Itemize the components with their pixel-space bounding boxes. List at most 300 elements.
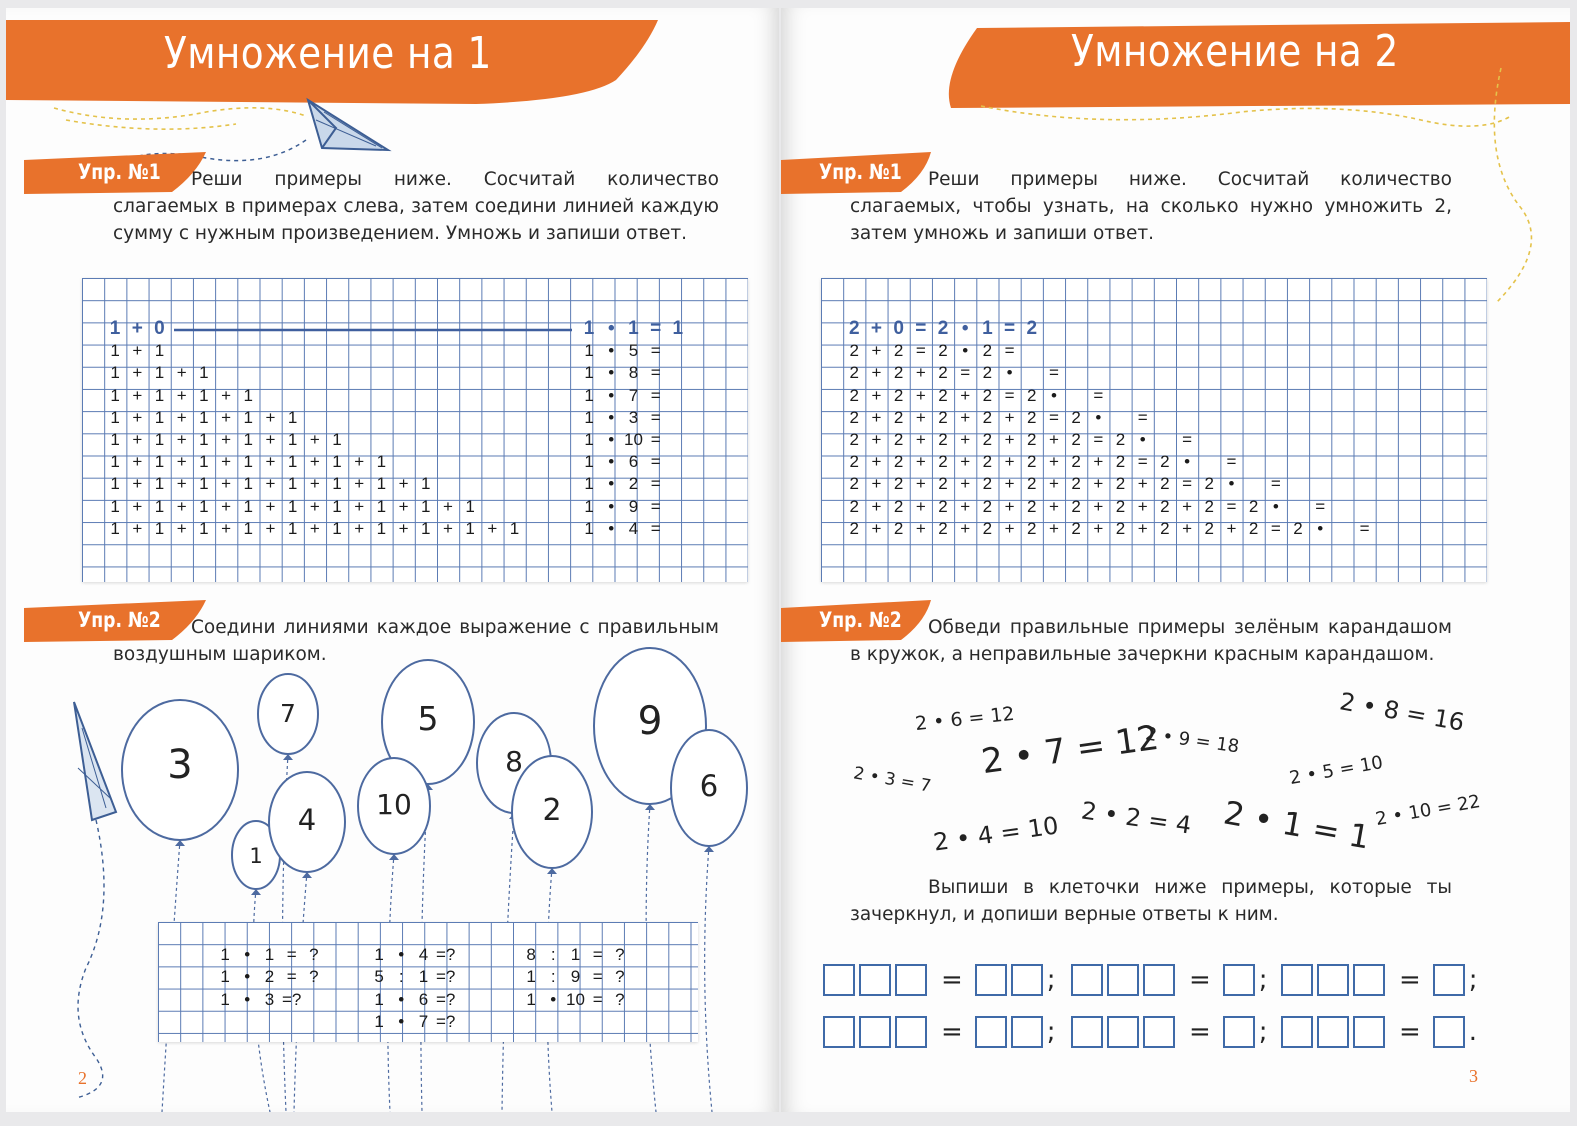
- grid-cell: 1: [583, 318, 595, 340]
- balloon: [258, 674, 318, 1112]
- grid-cell: 8: [526, 945, 536, 965]
- grid-cell: 1: [199, 452, 209, 472]
- grid-cell: 1: [154, 430, 165, 450]
- grid-cell: 2: [982, 452, 993, 472]
- grid-cell: 1: [199, 407, 209, 427]
- grid-cell: 2: [1027, 518, 1037, 538]
- grid-cell: =: [1049, 363, 1059, 383]
- grid-cell: +: [221, 385, 231, 405]
- answer-box[interactable]: [859, 1016, 891, 1048]
- grid-cell: +: [221, 452, 231, 472]
- grid-cell: 1: [465, 496, 475, 516]
- page-right: [781, 8, 1570, 1112]
- grid-cell: 3: [264, 989, 275, 1009]
- grid-cell: =: [650, 518, 661, 538]
- balloon: [122, 700, 238, 1112]
- grid-cell: 2: [982, 363, 993, 383]
- grid-cell: [1065, 385, 1087, 407]
- grid-cell: =: [1004, 385, 1015, 405]
- grid-cell: 2: [982, 407, 993, 427]
- grid-cell: +: [1004, 496, 1015, 516]
- grid-cell: 0: [154, 318, 165, 340]
- balloon-number: 3: [167, 742, 193, 788]
- balloon-knot: [547, 868, 557, 874]
- answer-box[interactable]: [1071, 1016, 1103, 1048]
- grid-cell: 2: [893, 385, 904, 405]
- ex2-instructions-left: Соедини линиями каждое выражение с правильным воздушным шариком.: [113, 617, 719, 665]
- grid-cell: =: [1004, 318, 1016, 340]
- balloon-number: 8: [505, 745, 523, 778]
- grid-cell: +: [132, 385, 143, 405]
- grid-cell: •: [1228, 474, 1235, 494]
- grid-cell: +: [265, 430, 276, 450]
- grid-cell: 1: [154, 474, 165, 494]
- balloon-number: 5: [417, 699, 439, 738]
- grid-cell: [1331, 518, 1353, 540]
- grid-cell: +: [1004, 518, 1015, 538]
- expression-row: [214, 966, 325, 988]
- grid-cell: 2: [982, 341, 993, 361]
- grid-cell: [1198, 451, 1220, 473]
- grid-cell: +: [176, 474, 187, 494]
- grid-cell: [1109, 407, 1131, 429]
- grid-cell: 2: [893, 430, 904, 450]
- grid-cell: +: [132, 474, 143, 494]
- answer-box[interactable]: [1223, 964, 1255, 996]
- grid-cell: 2: [849, 474, 860, 494]
- grid-cell: 2: [938, 430, 948, 450]
- grid-cell: 1: [110, 407, 120, 427]
- grid-cell: +: [915, 385, 926, 405]
- punctuation: ;: [1046, 1017, 1056, 1047]
- grid-cell: =: [960, 363, 971, 383]
- grid-cell: 1: [287, 518, 298, 538]
- expression-column: [214, 944, 325, 1011]
- ex1-label-right: Упр. №1: [819, 160, 902, 184]
- page-title-right: Умножение на 2: [1071, 26, 1399, 77]
- grid-cell: =: [1270, 518, 1281, 538]
- grid-cell: 1: [110, 518, 120, 538]
- page-left: [6, 8, 779, 1112]
- answer-box[interactable]: [1317, 1016, 1349, 1048]
- grid-cell: 6: [628, 452, 639, 472]
- grid-cell: •: [1272, 496, 1279, 516]
- balloon: [382, 660, 474, 1112]
- grid-cell: =: [1270, 474, 1281, 494]
- grid-cell: 2: [893, 474, 904, 494]
- grid-cell: +: [176, 363, 187, 383]
- grid-cell: 2: [982, 430, 993, 450]
- grid-cell: +: [176, 385, 187, 405]
- expression-row: [368, 1011, 457, 1033]
- grid-cell: 1: [374, 1011, 384, 1031]
- grid-cell: =?: [435, 989, 456, 1009]
- answer-box[interactable]: [1107, 1016, 1139, 1048]
- grid-cell: 1: [220, 945, 230, 965]
- sum-row-right: [843, 473, 1376, 495]
- grid-cell: •: [398, 1011, 405, 1031]
- grid-cell: 4: [418, 945, 429, 965]
- grid-cell: 1: [628, 318, 639, 340]
- equals-sign: =: [941, 1017, 963, 1047]
- page-number-left: 2: [78, 1068, 87, 1088]
- grid-cell: 2: [938, 385, 948, 405]
- grid-cell: +: [221, 496, 231, 516]
- grid-cell: 1: [154, 385, 165, 405]
- answer-box[interactable]: [823, 1016, 855, 1048]
- grid-cell: 1: [199, 496, 209, 516]
- grid-cell: 2: [1204, 474, 1215, 494]
- grid-cell: +: [221, 518, 231, 538]
- grid-cell: 1: [287, 474, 298, 494]
- answer-box[interactable]: [1281, 1016, 1313, 1048]
- grid-cell: +: [132, 363, 143, 383]
- grid-cell: =: [592, 967, 603, 987]
- grid-cell: 2: [1160, 518, 1170, 538]
- answer-box[interactable]: [975, 1016, 1007, 1048]
- grid-cell: =: [592, 989, 603, 1009]
- grid-cell: 1: [243, 385, 253, 405]
- grid-cell: 1: [243, 407, 253, 427]
- grid-cell: =: [1093, 385, 1104, 405]
- grid-cell: +: [309, 496, 320, 516]
- grid-cell: 2: [982, 518, 993, 538]
- grid-cell: 2: [938, 452, 948, 472]
- grid-cell: 2: [1160, 452, 1170, 472]
- answer-box[interactable]: [1353, 964, 1385, 996]
- grid-cell: 1: [376, 452, 387, 472]
- ex2-label-right: Упр. №2: [819, 608, 902, 632]
- grid-cell: 10: [624, 430, 643, 450]
- grid-cell: 1: [199, 474, 209, 494]
- grid-cell: +: [1049, 430, 1059, 450]
- grid-cell: +: [1049, 518, 1059, 538]
- grid-cell: 1: [243, 430, 253, 450]
- grid-cell: 1: [526, 989, 536, 1009]
- grid-cell: 2: [1027, 474, 1037, 494]
- grid-cell: =: [1359, 518, 1370, 538]
- answer-box[interactable]: [859, 964, 891, 996]
- grid-cell: +: [442, 496, 453, 516]
- grid-cell: •: [244, 945, 251, 965]
- grid-cell: 1: [584, 496, 594, 516]
- grid-cell: +: [221, 430, 231, 450]
- grid-cell: 2: [893, 363, 904, 383]
- grid-cell: +: [915, 430, 926, 450]
- answer-group: [1281, 964, 1492, 996]
- grid-cell: =: [1004, 341, 1015, 361]
- answer-box[interactable]: [1433, 964, 1465, 996]
- grid-cell: 1: [287, 430, 298, 450]
- expression-row: [368, 989, 457, 1011]
- handwritten-example[interactable]: 2 • 9 = 18: [1143, 723, 1241, 758]
- grid-cell: +: [1004, 474, 1015, 494]
- ex2-label-left: Упр. №2: [78, 608, 161, 632]
- grid-cell: =: [592, 945, 603, 965]
- grid-cell: 1: [376, 518, 387, 538]
- grid-cell: •: [962, 341, 969, 361]
- grid-cell: 2: [1071, 452, 1081, 472]
- grid-cell: 1: [243, 452, 253, 472]
- grid-cell: 1: [287, 496, 298, 516]
- handwritten-example[interactable]: 2 • 8 = 16: [1337, 687, 1467, 737]
- expression-column: [368, 944, 457, 1033]
- answer-box[interactable]: [1011, 964, 1043, 996]
- punctuation: ;: [1258, 965, 1268, 995]
- grid-cell: +: [1004, 452, 1015, 472]
- grid-cell: +: [265, 518, 276, 538]
- grid-cell: 2: [264, 967, 275, 987]
- grid-cell: 1: [584, 452, 594, 472]
- balloon-number: 7: [280, 699, 296, 728]
- grid-cell: +: [132, 452, 143, 472]
- answer-box[interactable]: [975, 964, 1007, 996]
- grid-cell: [1021, 362, 1043, 384]
- equals-sign: =: [941, 965, 963, 995]
- grid-cell: +: [1093, 474, 1104, 494]
- punctuation: .: [1468, 1017, 1478, 1047]
- answer-box[interactable]: [1223, 1016, 1255, 1048]
- grid-cell: 2: [938, 518, 948, 538]
- grid-cell: +: [1137, 518, 1148, 538]
- grid-cell: =: [650, 496, 661, 516]
- grid-cell: =: [650, 385, 661, 405]
- grid-cell: 2: [1160, 474, 1170, 494]
- balloon: [671, 730, 747, 1112]
- grid-cell: 2: [1027, 385, 1037, 405]
- grid-cell: 1: [332, 474, 342, 494]
- grid-cell: 1: [420, 496, 431, 516]
- grid-cell: •: [608, 430, 615, 450]
- grid-cell: +: [176, 518, 187, 538]
- grid-cell: :: [550, 945, 556, 965]
- grid-cell: 2: [1160, 496, 1170, 516]
- grid-cell: +: [871, 341, 882, 361]
- answer-box[interactable]: [1317, 964, 1349, 996]
- grid-cell: 1: [199, 430, 209, 450]
- grid-cell: +: [309, 430, 320, 450]
- grid-cell: 1: [465, 518, 475, 538]
- grid-cell: =: [1315, 496, 1326, 516]
- answer-box[interactable]: [1107, 964, 1139, 996]
- sum-row-right: [843, 340, 1376, 362]
- grid-cell: +: [871, 496, 882, 516]
- grid-cell: 2: [1293, 518, 1303, 538]
- sum-row-right: [843, 385, 1376, 407]
- grid-cell: +: [871, 518, 882, 538]
- grid-cell: •: [1006, 363, 1013, 383]
- grid-cell: 1: [672, 318, 684, 340]
- grid-cell: [1287, 496, 1309, 518]
- grid-cell: +: [221, 474, 231, 494]
- grid-cell: =: [1182, 430, 1193, 450]
- grid-cell: •: [607, 318, 615, 340]
- grid-cell: +: [131, 318, 143, 340]
- grid-cell: 2: [1027, 407, 1037, 427]
- handwritten-example[interactable]: 2 • 10 = 22: [1373, 790, 1482, 831]
- sum-row-right: [843, 362, 1376, 384]
- grid-cell: 1: [584, 363, 594, 383]
- grid-cell: •: [608, 407, 615, 427]
- grid-cell: =: [650, 407, 661, 427]
- answer-box[interactable]: [1143, 964, 1175, 996]
- ex1-label-left: Упр. №1: [78, 160, 161, 184]
- balloon-number: 9: [637, 699, 663, 744]
- grid-cell: ?: [615, 945, 625, 965]
- answer-group: [1071, 964, 1282, 996]
- grid-cell: +: [354, 474, 365, 494]
- sum-rows-right: [843, 318, 1376, 540]
- grid-cell: 2: [1115, 496, 1126, 516]
- handwritten-example[interactable]: 2 • 6 = 12: [914, 702, 1016, 736]
- expression-row: [520, 989, 631, 1011]
- answer-box[interactable]: [1433, 1016, 1465, 1048]
- grid-cell: 1: [332, 452, 342, 472]
- grid-cell: +: [915, 496, 926, 516]
- answer-box[interactable]: [1011, 1016, 1043, 1048]
- grid-cell: 2: [1027, 452, 1037, 472]
- ex1-instructions-left: Реши примеры ниже. Сосчитай количество слагаемых в примерах слева, затем соедини линией каждую сумму с нужным произведением. Умножь и запиши ответ.: [113, 169, 719, 244]
- grid-cell: 2: [938, 341, 948, 361]
- handwritten-example[interactable]: 2 • 5 = 10: [1287, 751, 1385, 790]
- grid-cell: =: [1049, 407, 1059, 427]
- grid-cell: 2: [893, 496, 904, 516]
- grid-cell: •: [608, 385, 615, 405]
- answer-box[interactable]: [1071, 964, 1103, 996]
- grid-cell: =: [650, 430, 661, 450]
- grid-cell: 1: [199, 518, 209, 538]
- grid-cell: 2: [849, 363, 860, 383]
- grid-cell: 2: [849, 341, 860, 361]
- grid-cell: =: [915, 341, 926, 361]
- sum-row-right: [843, 518, 1376, 540]
- grid-cell: •: [398, 989, 405, 1009]
- grid-cell: ?: [309, 945, 319, 965]
- answer-box[interactable]: [823, 964, 855, 996]
- grid-cell: 5: [628, 341, 639, 361]
- grid-cell: 1: [376, 474, 387, 494]
- grid-cell: +: [915, 474, 926, 494]
- answer-box[interactable]: [1353, 1016, 1385, 1048]
- answer-box[interactable]: [895, 964, 927, 996]
- sum-row-right: [843, 407, 1376, 429]
- grid-cell: +: [442, 518, 453, 538]
- grid-cell: •: [608, 474, 615, 494]
- grid-cell: +: [309, 452, 320, 472]
- grid-cell: 1: [584, 474, 594, 494]
- grid-cell: +: [871, 385, 882, 405]
- grid-cell: 1: [287, 407, 298, 427]
- grid-cell: •: [1095, 407, 1102, 427]
- grid-cell: =: [286, 967, 297, 987]
- grid-cell: +: [871, 474, 882, 494]
- grid-cell: 1: [110, 341, 120, 361]
- grid-cell: +: [960, 430, 971, 450]
- grid-cell: +: [221, 407, 231, 427]
- grid-cell: 2: [849, 385, 860, 405]
- grid-cell: =?: [281, 989, 302, 1009]
- grid-cell: =: [650, 474, 661, 494]
- grid-cell: =?: [435, 967, 456, 987]
- balloon-knot: [283, 754, 293, 760]
- grid-cell: 1: [420, 474, 431, 494]
- ex1-instructions-right: Реши примеры ниже. Сосчитай количество слагаемых, чтобы узнать, на сколько нужно умножить 2, затем умножь и запиши ответ.: [850, 169, 1452, 244]
- grid-cell: +: [1182, 518, 1193, 538]
- answer-box[interactable]: [895, 1016, 927, 1048]
- grid-cell: 1: [154, 452, 165, 472]
- grid-cell: 1: [526, 967, 536, 987]
- balloon-number: 10: [376, 788, 412, 821]
- grid-cell: 2: [893, 452, 904, 472]
- grid-cell: 2: [893, 518, 904, 538]
- grid-cell: +: [398, 518, 409, 538]
- grid-cell: =?: [435, 1011, 456, 1031]
- grid-cell: +: [176, 430, 187, 450]
- sum-row-right: [843, 318, 1376, 340]
- answer-box[interactable]: [1281, 964, 1313, 996]
- grid-cell: 3: [628, 407, 639, 427]
- grid-cell: ?: [615, 967, 625, 987]
- grid-cell: 1: [110, 363, 120, 383]
- answer-box[interactable]: [1143, 1016, 1175, 1048]
- grid-cell: +: [265, 474, 276, 494]
- answer-group: [1281, 1016, 1491, 1048]
- grid-cell: +: [354, 496, 365, 516]
- grid-cell: 2: [1115, 474, 1126, 494]
- ex1-grid-right: [821, 278, 1487, 582]
- grid-cell: 2: [1248, 518, 1259, 538]
- handwritten-example[interactable]: 2 • 7 = 12: [979, 717, 1162, 783]
- grid-cell: +: [1182, 496, 1193, 516]
- grid-cell: +: [960, 474, 971, 494]
- grid-cell: 1: [982, 318, 993, 340]
- grid-cell: 2: [982, 474, 993, 494]
- grid-cell: 2: [1071, 407, 1081, 427]
- grid-cell: +: [265, 496, 276, 516]
- grid-cell: +: [176, 452, 187, 472]
- grid-cell: 1: [287, 452, 298, 472]
- handwritten-example[interactable]: 2 • 3 = 7: [851, 763, 933, 797]
- grid-cell: •: [1317, 518, 1324, 538]
- grid-cell: [1243, 473, 1265, 495]
- punctuation: ;: [1046, 965, 1056, 995]
- grid-cell: 1: [418, 967, 429, 987]
- balloon-knot: [645, 804, 655, 810]
- balloon-knot: [704, 846, 714, 852]
- grid-cell: =: [1226, 496, 1237, 516]
- grid-cell: 2: [849, 407, 860, 427]
- grid-cell: 1: [584, 407, 594, 427]
- handwritten-example[interactable]: 2 • 2 = 4: [1079, 796, 1194, 840]
- handwritten-example[interactable]: 2 • 1 = 1: [1220, 793, 1373, 857]
- grid-cell: 1: [154, 341, 165, 361]
- grid-cell: 7: [628, 385, 639, 405]
- grid-cell: +: [354, 452, 365, 472]
- grid-cell: 2: [1204, 496, 1215, 516]
- grid-cell: =: [1137, 407, 1148, 427]
- grid-cell: 1: [110, 474, 120, 494]
- sum-row-right: [843, 429, 1376, 451]
- grid-cell: 1: [420, 518, 431, 538]
- grid-cell: 2: [1115, 452, 1126, 472]
- grid-cell: 1: [509, 518, 520, 538]
- handwritten-example[interactable]: 2 • 4 = 10: [931, 811, 1061, 857]
- expression-column: [520, 944, 631, 1011]
- grid-cell: +: [132, 496, 143, 516]
- grid-cell: 10: [566, 989, 585, 1009]
- grid-cell: 1: [220, 967, 230, 987]
- grid-cell: •: [608, 496, 615, 516]
